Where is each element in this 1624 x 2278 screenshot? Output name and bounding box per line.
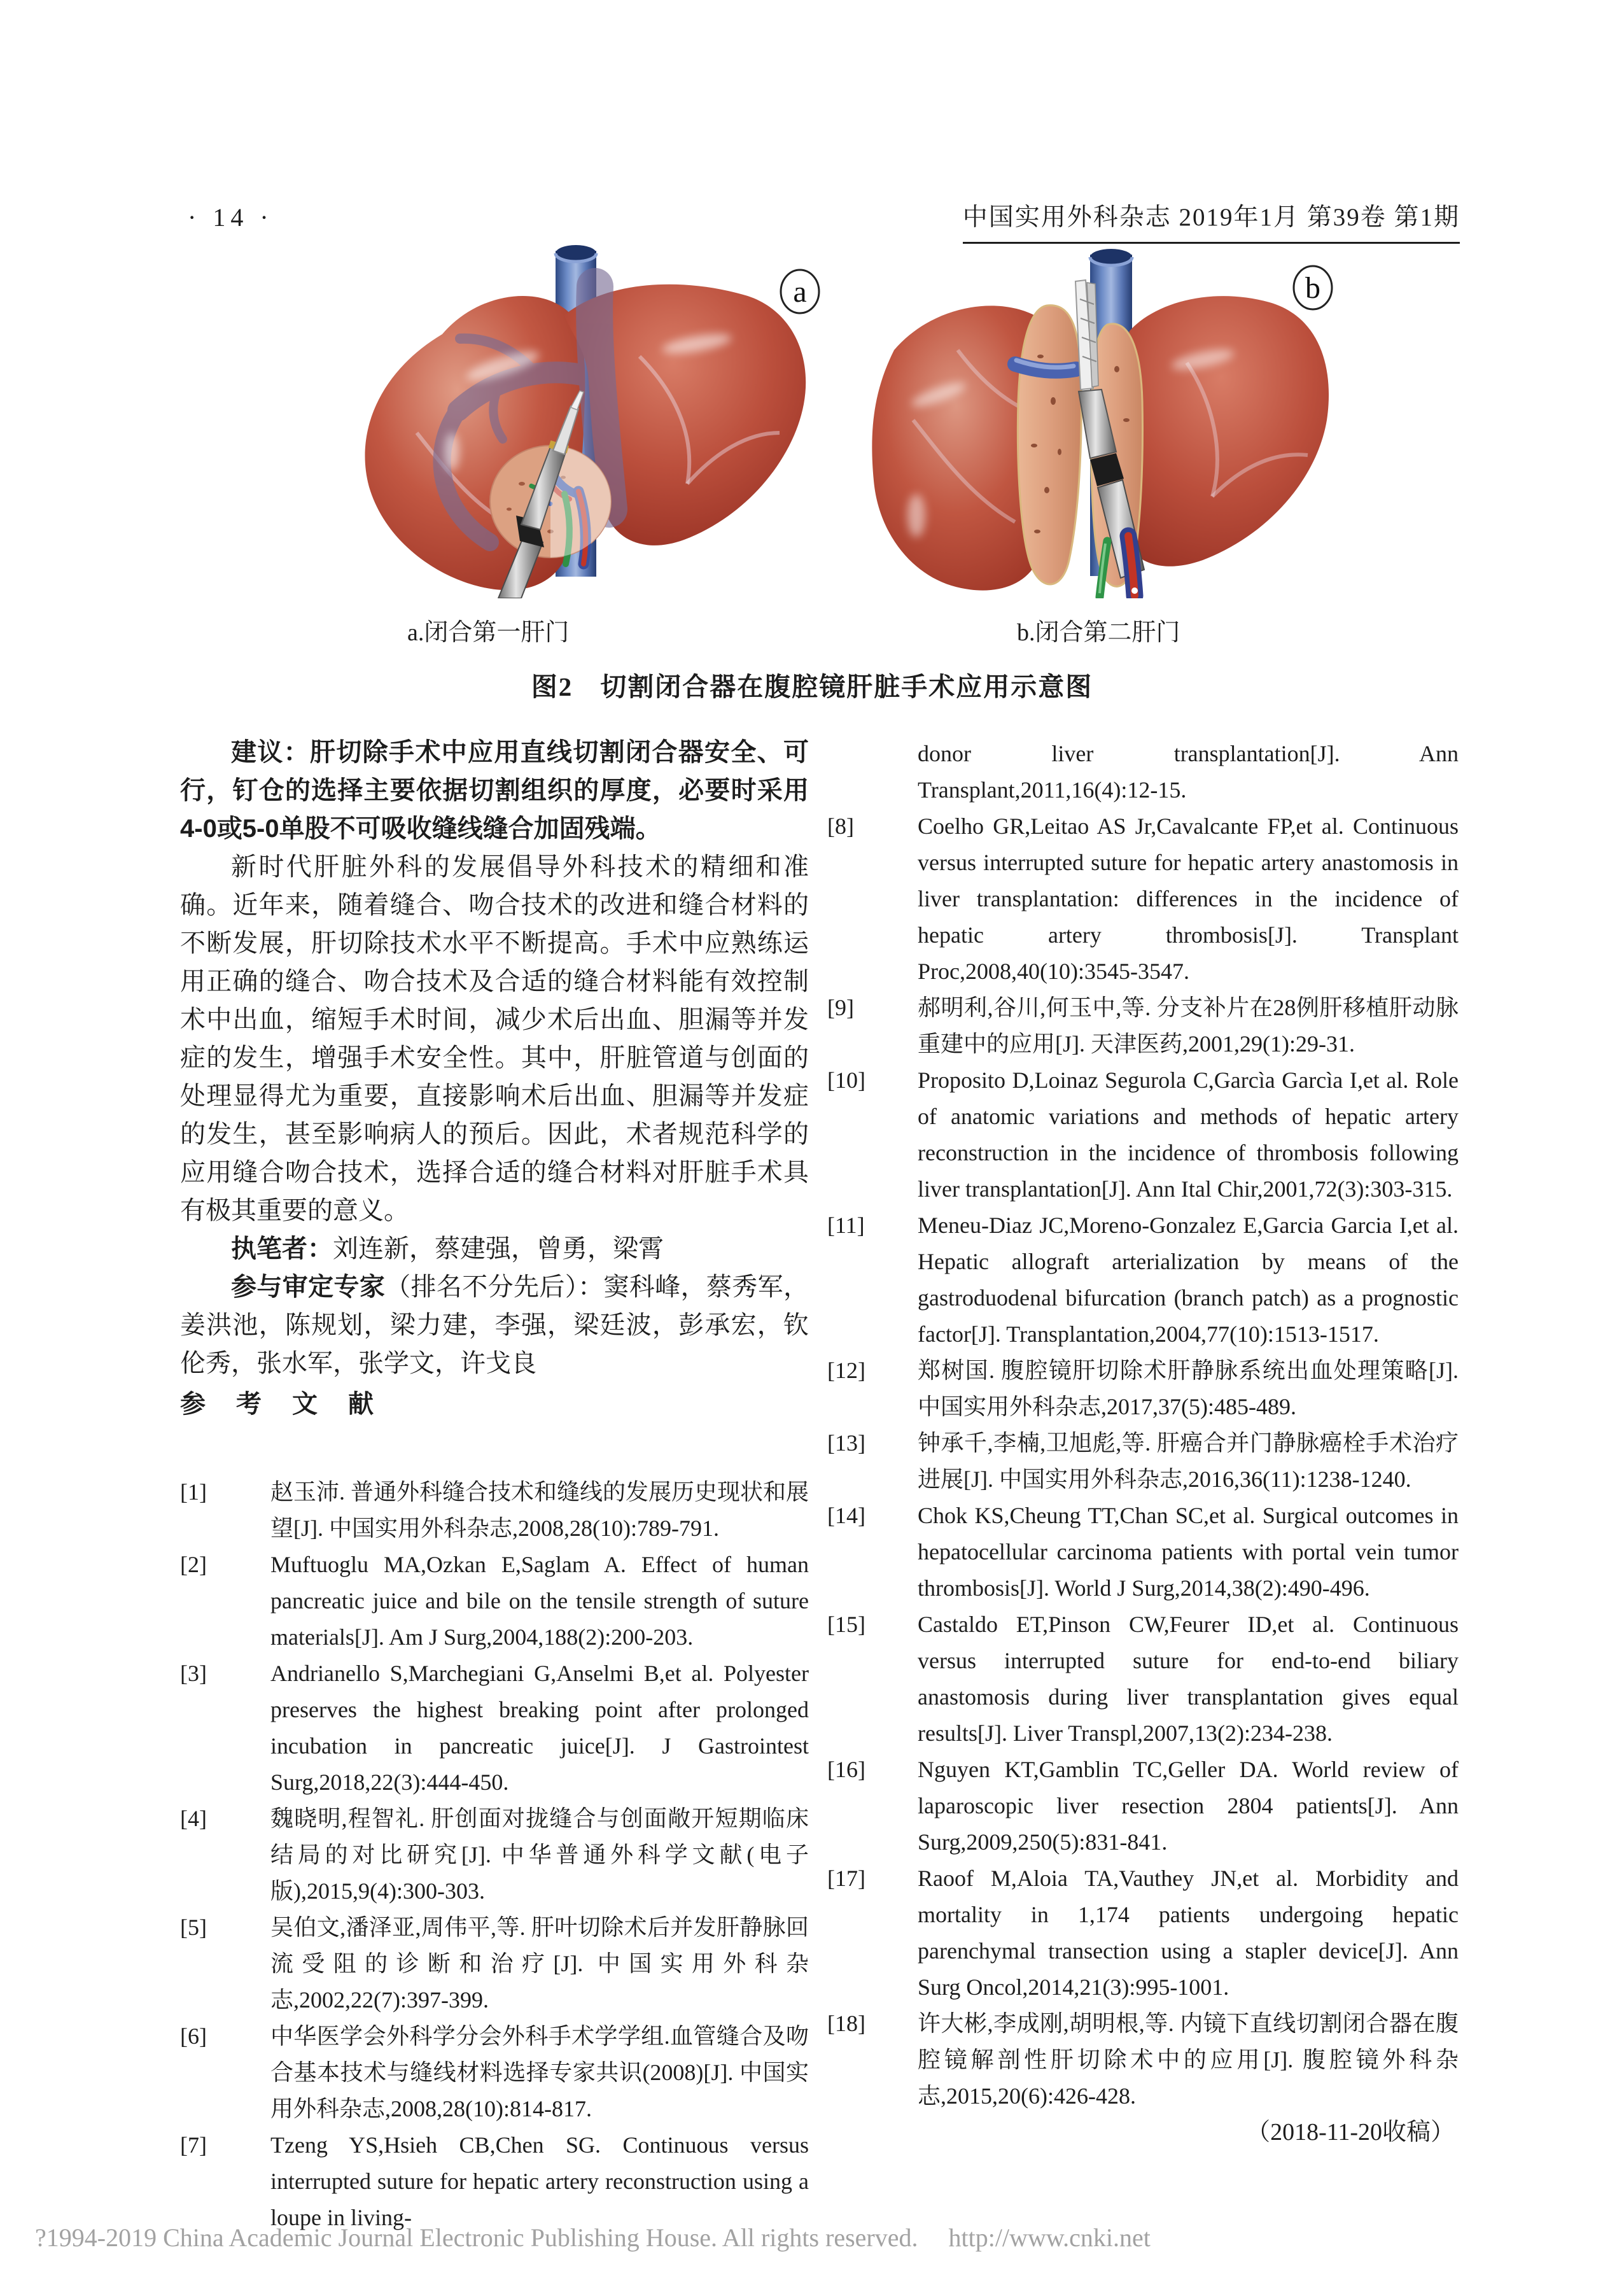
reference-number: [18] [827, 2011, 865, 2036]
figure-b-caption: b.闭合第二肝门 [1017, 619, 1180, 646]
reference-item [180, 1656, 809, 1801]
journal-header: 中国实用外科杂志 2019年1月 第39卷 第1期 [963, 197, 1460, 244]
reference-number: [8] [827, 813, 854, 839]
cnki-url: http://www.cnki.net [948, 2223, 1151, 2252]
reference-item [827, 2006, 1459, 2114]
received-date: （2018-11-20收稿） [1246, 2119, 1455, 2146]
reference-item [180, 1547, 809, 1656]
reference-item [827, 1425, 1459, 1498]
experts-note: （排名不分先后）： [385, 1272, 604, 1301]
figure-b-label: b [1305, 271, 1320, 305]
reference-text: Castaldo ET,Pinson CW,Feurer ID,et al. Continuous versus interrupted suture for end-to-end biliary anastomosis during liver transplantation gives equal results[J]. Liver Transpl,2007,13(2):234-238. [918, 1612, 1459, 1746]
authors-names: 刘连新，蔡建强，曾勇，梁霄 [333, 1234, 664, 1263]
right-column [827, 736, 1459, 2175]
reference-text: 许大彬,李成刚,胡明根,等. 内镜下直线切割闭合器在腹腔镜解剖性肝切除术中的应用[J]. 腹腔镜外科杂志,2015,20(6):426-428. [918, 2011, 1459, 2109]
reference-text: 吴伯文,潘泽亚,周伟平,等. 肝叶切除术后并发肝静脉回流受阻的诊断和治疗[J]. 中国实用外科杂志,2002,22(7):397-399. [270, 1915, 809, 2013]
reference-number: [9] [827, 995, 854, 1020]
liver-illustration-b-icon [856, 242, 1340, 598]
reference-text: Coelho GR,Leitao AS Jr,Cavalcante FP,et al. Continuous versus interrupted suture for hepatic artery anastomosis in liver transplantation: differences in the incidence of hepatic artery thrombosis[J]. Transplant Proc,2008,40(10):3545-3547. [918, 813, 1459, 984]
figure-a-label: a [793, 275, 807, 309]
reference-number: [16] [827, 1757, 865, 1782]
reference-item [827, 1207, 1459, 1353]
figure-b-illustration [856, 242, 1340, 598]
experts-line [180, 1268, 809, 1382]
reference-item [827, 808, 1459, 990]
reference-number: [10] [827, 1067, 865, 1093]
reference-text: 赵玉沛. 普通外科缝合技术和缝线的发展历史现状和展望[J]. 中国实用外科杂志,2008,28(10):789-791. [270, 1479, 809, 1541]
reference-text: 钟承千,李楠,卫旭彪,等. 肝癌合并门静脉癌栓手术治疗进展[J]. 中国实用外科杂志,2016,36(11):1238-1240. [918, 1430, 1459, 1492]
reference-number: [12] [827, 1358, 865, 1383]
reference-number: [1] [180, 1479, 207, 1505]
reference-item [180, 1801, 809, 1909]
figure-a-illustration [340, 242, 824, 598]
left-column [180, 733, 809, 2236]
reference-number: [14] [827, 1503, 865, 1528]
footer-copyright [35, 2223, 1594, 2253]
reference-number: [3] [180, 1661, 207, 1686]
reference-text: Raoof M,Aloia TA,Vauthey JN,et al. Morbidity and mortality in 1,174 patients undergoing hepatic parenchymal transection using a stapler device[J]. Ann Surg Oncol,2014,21(3):995-1001. [918, 1866, 1459, 2000]
reference-item [827, 736, 1459, 808]
reference-number [827, 736, 918, 808]
liver-right-lobe [1114, 296, 1329, 566]
reference-text: 郑树国. 腹腔镜肝切除术肝静脉系统出血处理策略[J]. 中国实用外科杂志,2017,37(5):485-489. [918, 1358, 1459, 1419]
reference-number: [15] [827, 1612, 865, 1637]
authors-line [180, 1230, 809, 1268]
reference-number: [2] [180, 1552, 207, 1577]
experts-names: 窦科峰，蔡秀军，姜洪池，陈规划，梁力建，李强，梁廷波，彭承宏，钦伦秀，张水军，张学文，许戈良 [180, 1272, 809, 1377]
reference-text: 魏晓明,程智礼. 肝创面对拢缝合与创面敞开短期临床结局的对比研究[J]. 中华普通外科学文献(电子版),2015,9(4):300-303. [270, 1806, 809, 1904]
references-left-list [180, 1474, 809, 2236]
reference-number: [11] [827, 1213, 865, 1238]
reference-item [827, 1498, 1459, 1607]
reference-text: donor liver transplantation[J]. Ann Transplant,2011,16(4):12-15. [918, 741, 1459, 803]
copyright-text: ?1994-2019 China Academic Journal Electronic Publishing House. All rights reserved. [35, 2223, 918, 2252]
reference-number: [17] [827, 1866, 865, 1891]
reference-text: 中华医学会外科学分会外科手术学学组.血管缝合及吻合基本技术与缝线材料选择专家共识(2008)[J]. 中国实用外科杂志,2008,28(10):814-817. [270, 2023, 809, 2121]
reference-item [180, 1909, 809, 2018]
recommendation-paragraph: 建议：肝切除手术中应用直线切割闭合器安全、可行，钉仓的选择主要依据切割组织的厚度，必要时采用4-0或5-0单股不可吸收缝线缝合加固残端。 [180, 738, 809, 843]
reference-item [827, 1752, 1459, 1860]
reference-number: [4] [180, 1806, 207, 1831]
reference-text: Meneu-Diaz JC,Moreno-Gonzalez E,Garcia Garcia I,et al. Hepatic allograft arterialization by means of the gastroduodenal bifurcation (branch patch) as a prognostic factor[J]. Transplantation,2004,77(10):1513-1517. [918, 1213, 1459, 1347]
reference-text: Proposito D,Loinaz Segurola C,Garcìa Garcìa I,et al. Role of anatomic variations and methods of hepatic artery reconstruction in the incidence of thrombosis following liver transplantation[J]. Ann Ital Chir,2001,72(3):303-315. [918, 1067, 1459, 1202]
reference-item [827, 1353, 1459, 1425]
reference-number: [13] [827, 1430, 865, 1456]
reference-text: Chok KS,Cheung TT,Chan SC,et al. Surgical outcomes in hepatocellular carcinoma patients with portal vein tumor thrombosis[J]. World J Surg,2014,38(2):490-496. [918, 1503, 1459, 1601]
references-right-list [827, 736, 1459, 2114]
reference-text: Andrianello S,Marchegiani G,Anselmi B,et al. Polyester preserves the highest breaking point after prolonged incubation in pancreatic juice[J]. J Gastrointest Surg,2018,22(3):444-450. [270, 1661, 809, 1795]
reference-item [827, 1062, 1459, 1207]
authors-label: 执笔者： [231, 1235, 333, 1263]
reference-text: Nguyen KT,Gamblin TC,Geller DA. World review of laparoscopic liver resection 2804 patients[J]. Ann Surg,2009,250(5):831-841. [918, 1757, 1459, 1855]
figure-title: 图2 切割闭合器在腹腔镜肝脏手术应用示意图 [531, 672, 1093, 701]
reference-item [827, 990, 1459, 1062]
reference-number: [7] [180, 2132, 207, 2158]
liver-illustration-a-icon [340, 242, 824, 598]
reference-item [180, 2018, 809, 2127]
reference-text: Muftuoglu MA,Ozkan E,Saglam A. Effect of human pancreatic juice and bile on the tensile strength of suture materials[J]. Am J Surg,2004,188(2):200-203. [270, 1552, 809, 1650]
body-paragraph: 新时代肝脏外科的发展倡导外科技术的精细和准确。近年来，随着缝合、吻合技术的改进和缝合材料的不断发展，肝切除技术水平不断提高。手术中应熟练运用正确的缝合、吻合技术及合适的缝合材料能有效控制术中出血，缩短手术时间，减少术后出血、胆漏等并发症的发生，增强手术安全性。其中，肝脏管道与创面的处理显得尤为重要，直接影响术后出血、胆漏等并发症的发生，甚至影响病人的预后。因此，术者规范科学的应用缝合吻合技术，选择合适的缝合材料对肝脏手术具有极其重要的意义。 [180, 852, 809, 1225]
reference-number: [6] [180, 2023, 207, 2049]
reference-text: 郝明利,谷川,何玉中,等. 分支补片在28例肝移植肝动脉重建中的应用[J]. 天津医药,2001,29(1):29-31. [918, 995, 1459, 1057]
reference-item [827, 1860, 1459, 2006]
figure-a-caption: a.闭合第一肝门 [407, 619, 570, 646]
experts-label: 参与审定专家 [231, 1273, 386, 1301]
reference-text: Tzeng YS,Hsieh CB,Chen SG. Continuous versus interrupted suture for hepatic artery reconstruction using a loupe in living- [270, 2132, 809, 2230]
reference-number: [5] [180, 1915, 207, 1940]
page-number: · 14 · [188, 203, 274, 232]
references-heading: 参 考 文 献 [180, 1390, 376, 1418]
reference-item [827, 1607, 1459, 1752]
reference-item [180, 2127, 809, 2236]
reference-item [180, 1474, 809, 1547]
